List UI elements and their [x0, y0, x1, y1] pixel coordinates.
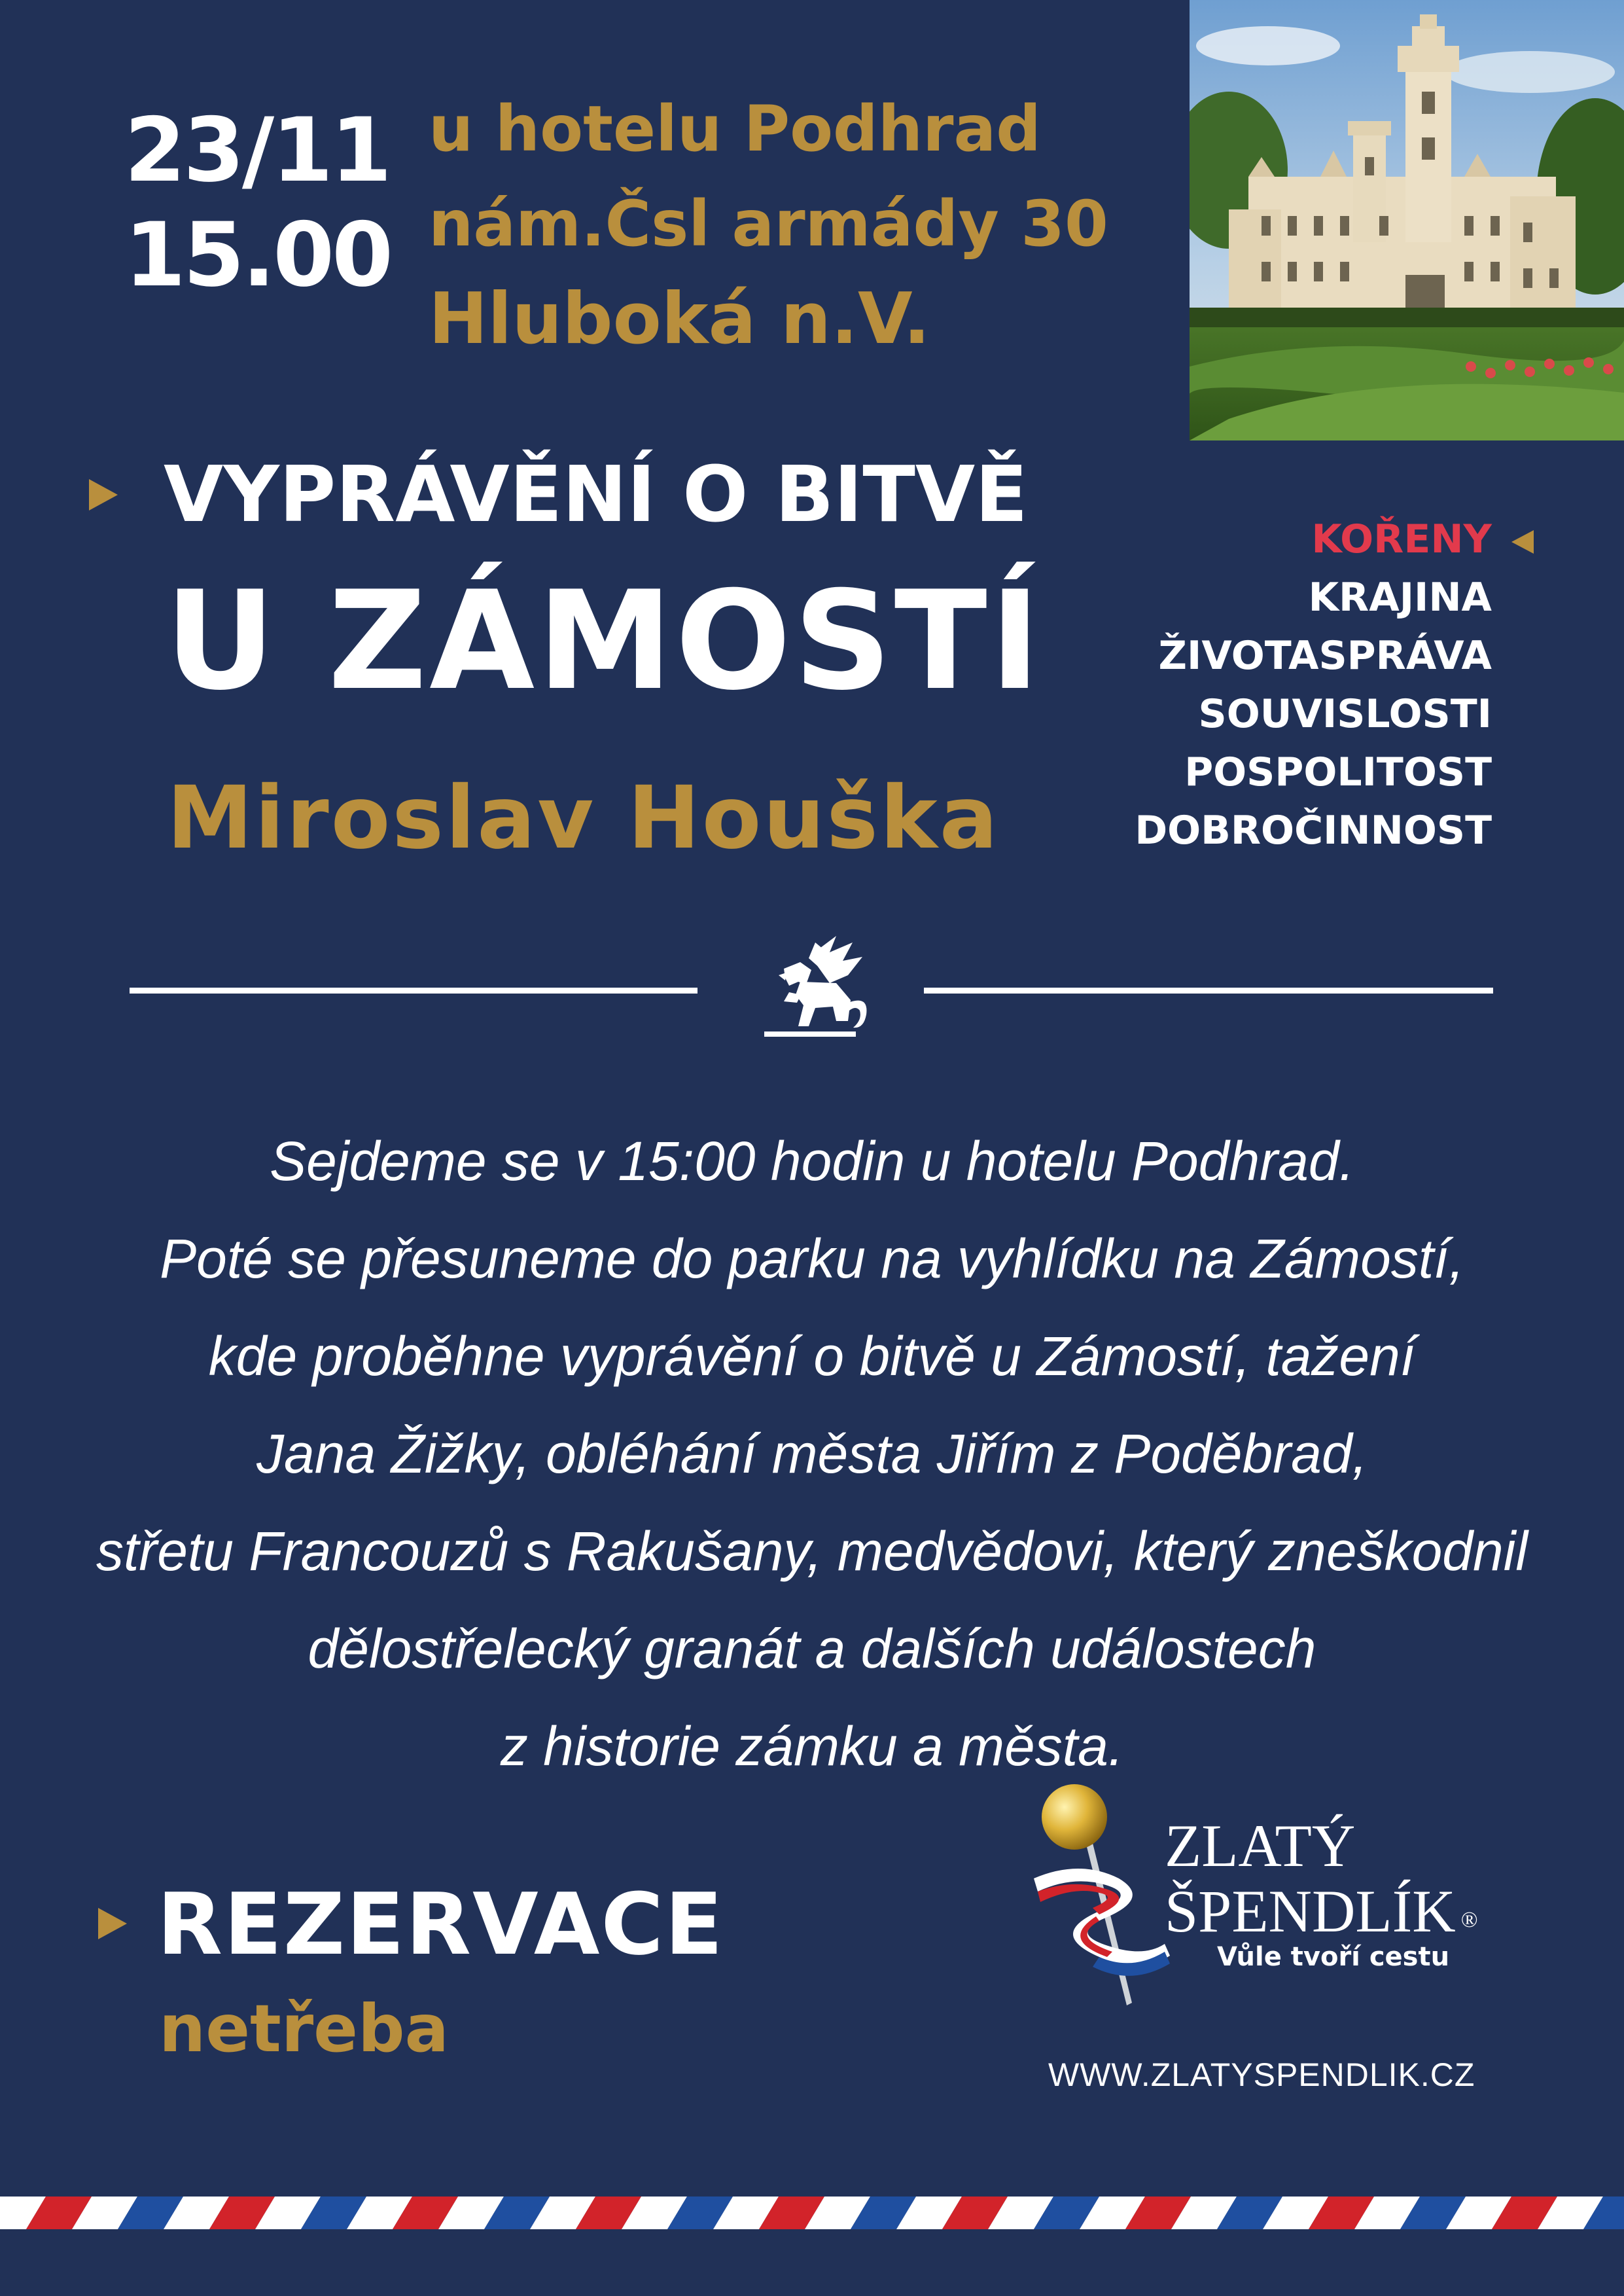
divider-right	[924, 988, 1493, 994]
play-triangle-icon	[89, 479, 118, 511]
reservation-label: REZERVACE	[157, 1874, 724, 1974]
topic-item: SOUVISLOSTI	[1198, 691, 1492, 737]
event-date: 23/11	[124, 99, 390, 202]
lecture-subtitle: VYPRÁVĚNÍ O BITVĚ	[164, 449, 1028, 539]
divider-left	[130, 988, 697, 994]
reservation-value: netřeba	[159, 1990, 450, 2067]
tricolor-stripe	[0, 2197, 1624, 2229]
event-datetime	[124, 98, 391, 308]
brand-tagline: Vůle tvoří cestu	[1217, 1942, 1450, 1972]
description-line: střetu Francouzů s Rakušany, medvědovi, který zneškodnil	[96, 1520, 1528, 1582]
griffin-crest-icon	[738, 929, 882, 1060]
lecture-title: U ZÁMOSTÍ	[165, 562, 1043, 721]
topic-item: DOBROČINNOST	[1135, 808, 1492, 853]
website-link[interactable]: WWW.ZLATYSPENDLIK.CZ	[1048, 2056, 1475, 2093]
topic-item: KRAJINA	[1308, 575, 1492, 620]
brand-name-line-2	[1165, 1878, 1478, 1944]
description-line: dělostřelecký granát a dalších událostech	[308, 1618, 1316, 1679]
topic-item: POSPOLITOST	[1184, 749, 1492, 795]
topics-triangle-icon	[1511, 530, 1534, 554]
castle-photo	[1190, 0, 1624, 440]
speaker-name: Miroslav Houška	[167, 768, 1000, 869]
topics-list	[1135, 511, 1492, 860]
venue-line-1: u hotelu Podhrad	[429, 92, 1041, 166]
brand-name-text: ŠPENDLÍK	[1165, 1878, 1456, 1945]
topic-item-active: KOŘENY	[1311, 516, 1492, 562]
description-line: Sejdeme se v 15:00 hodin u hotelu Podhrad.	[270, 1130, 1354, 1192]
event-venue	[429, 82, 1108, 367]
topic-item: ŽIVOTASPRÁVA	[1158, 633, 1492, 679]
description-line: Jana Žižky, obléhání města Jiřím z Poděbrad,	[256, 1423, 1368, 1484]
event-time: 15.00	[124, 204, 391, 306]
description-line: Poté se přesuneme do parku na vyhlídku na Zámostí,	[160, 1228, 1464, 1289]
event-description	[0, 1113, 1624, 1795]
venue-line-2: nám.Čsl armády 30	[429, 187, 1108, 260]
description-line: z historie zámku a města.	[500, 1715, 1124, 1777]
description-line: kde proběhne vyprávění o bitvě u Zámostí, tažení	[208, 1325, 1416, 1387]
venue-city: Hluboká n.V.	[429, 278, 930, 360]
brand-name-line-1: ZLATÝ	[1165, 1812, 1356, 1879]
registered-mark: ®	[1460, 1908, 1478, 1932]
reservation-triangle-icon	[98, 1908, 127, 1939]
